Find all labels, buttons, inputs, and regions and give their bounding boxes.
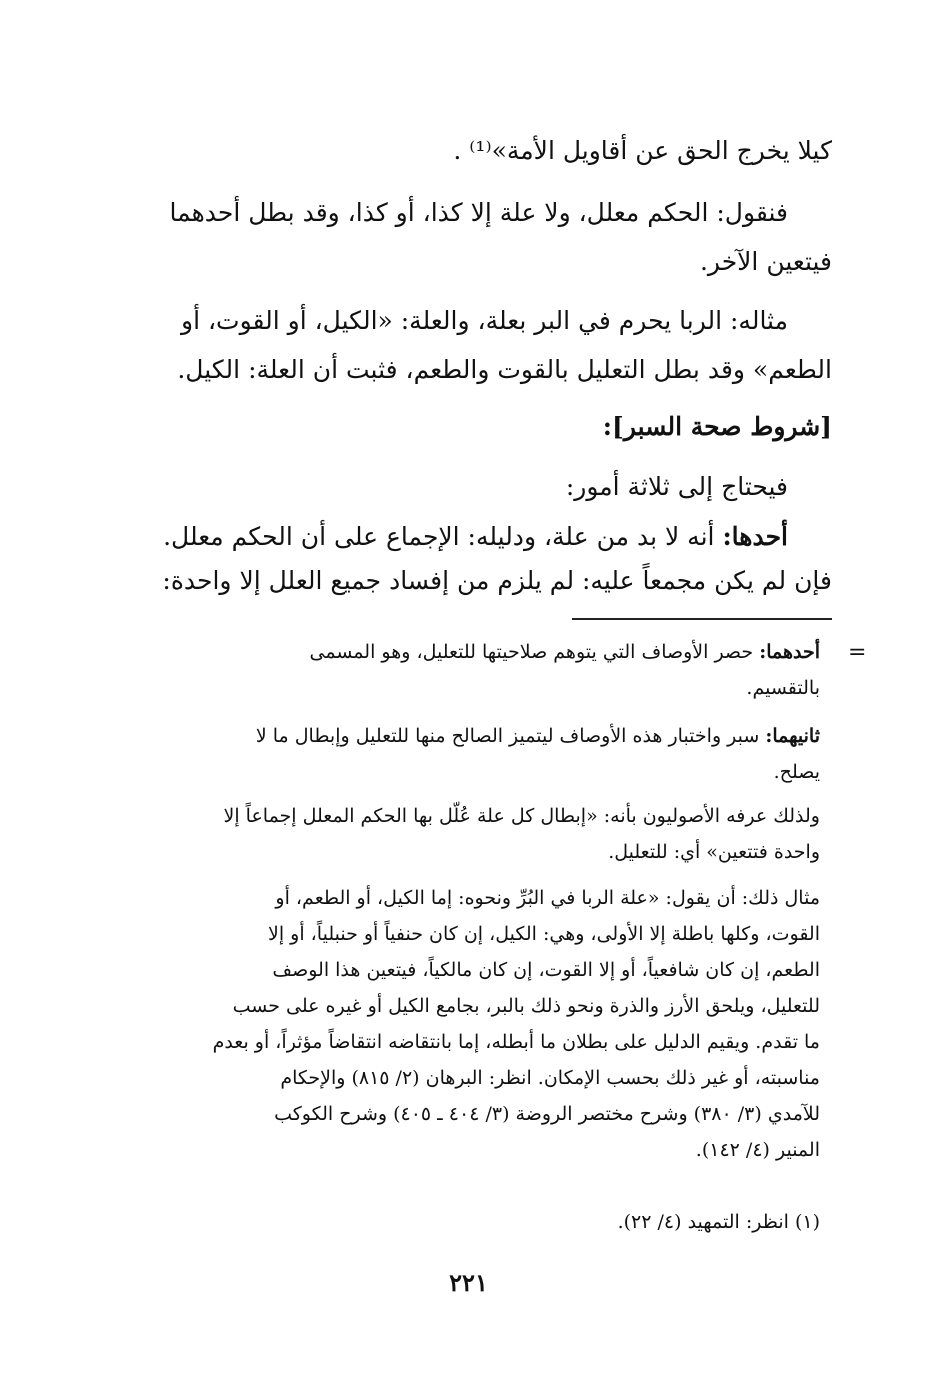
continuation-mark: = <box>848 640 867 665</box>
text-line: للتعليل، ويلحق الأرز والذرة ونحو ذلك بالبر، بجامع الكيل أو غيره على حسب <box>232 995 820 1017</box>
text-line: الطعم، إن كان شافعياً، أو إلا القوت، إن كان مالكياً، فيتعين هذا الوصف <box>272 959 820 981</box>
text-line: القوت، وكلها باطلة إلا الأولى، وهي: الكيل، إن كان حنفياً أو حنبلياً، أو إلا <box>268 923 820 945</box>
footnote-item <box>112 718 820 790</box>
footnote-item <box>112 880 820 1168</box>
footnote-item <box>112 798 820 870</box>
text-line: للآمدي (٣/ ٣٨٠) وشرح مختصر الروضة (٣/ ٤٠٤ ـ ٤٠٥) وشرح الكوكب <box>274 1103 820 1125</box>
footnote-item <box>112 1204 820 1240</box>
paragraph-4 <box>110 462 832 511</box>
heading-text: [شروط صحة السبر]: <box>602 412 832 441</box>
footnote-item <box>112 634 820 706</box>
text-line: المنير (٤/ ١٤٢). <box>695 1139 820 1161</box>
text-line: فنقول: الحكم معلل، ولا علة إلا كذا، أو كذا، وقد بطل أحدهما <box>169 198 788 227</box>
text-line: مثاله: الربا يحرم في البر بعلة، والعلة: «الكيل، أو القوت، أو <box>181 306 788 335</box>
text-line: الطعم» وقد بطل التعليل بالقوت والطعم، فثبت أن العلة: الكيل. <box>177 355 832 384</box>
text-line: (١) انظر: التمهيد (٤/ ٢٢). <box>617 1211 820 1233</box>
text-rest: حصر الأوصاف التي يتوهم صلاحيتها للتعليل، وهو المسمى <box>309 641 760 663</box>
text-line: كيلا يخرج الحق عن أقاويل الأمة»⁽¹⁾ . <box>453 136 832 165</box>
text-line: ولذلك عرفه الأصوليون بأنه: «إبطال كل علة عُلّل بها الحكم المعلل إجماعاً إلا <box>223 805 820 827</box>
text-line <box>110 512 832 561</box>
text-line: يصلح. <box>773 761 820 783</box>
paragraph-5 <box>110 512 832 561</box>
bold-lead: أحدهما: <box>759 641 820 663</box>
text-line: بالتقسيم. <box>746 677 820 699</box>
text-line: فيتعين الآخر. <box>699 247 832 276</box>
bold-lead: ثانيهما: <box>765 725 820 747</box>
text-line: فيحتاج إلى ثلاثة أمور: <box>565 472 788 501</box>
text-line: ما تقدم. ويقيم الدليل على بطلان ما أبطله، إما بانتقاضه انتقاضاً مؤثراً، أو بعدم <box>212 1031 820 1053</box>
text-line: مثال ذلك: أن يقول: «علة الربا في البُرِّ ونحوه: إما الكيل، أو الطعم، أو <box>275 887 820 909</box>
paragraph-2 <box>110 188 832 286</box>
text-line <box>112 718 820 754</box>
paragraph-6 <box>110 556 832 605</box>
paragraph-3 <box>110 296 832 394</box>
section-heading <box>110 402 832 451</box>
page-number: ٢٢١ <box>449 1268 488 1297</box>
text-line: مناسبته، أو غير ذلك بحسب الإمكان. انظر: البرهان (٢/ ٨١٥) والإحكام <box>280 1067 820 1089</box>
text-line <box>112 634 820 670</box>
footnote-separator <box>572 618 832 620</box>
text-rest: سبر واختبار هذه الأوصاف ليتميز الصالح منها للتعليل وإبطال ما لا <box>255 725 766 747</box>
text-rest: أنه لا بد من علة، ودليله: الإجماع على أن الحكم معلل. <box>163 522 723 551</box>
text-line: فإن لم يكن مجمعاً عليه: لم يلزم من إفساد جميع العلل إلا واحدة: <box>162 566 832 595</box>
bold-lead: أحدها: <box>722 522 788 551</box>
text-line: واحدة فتتعين» أي: للتعليل. <box>608 841 820 863</box>
paragraph-1 <box>110 126 832 175</box>
